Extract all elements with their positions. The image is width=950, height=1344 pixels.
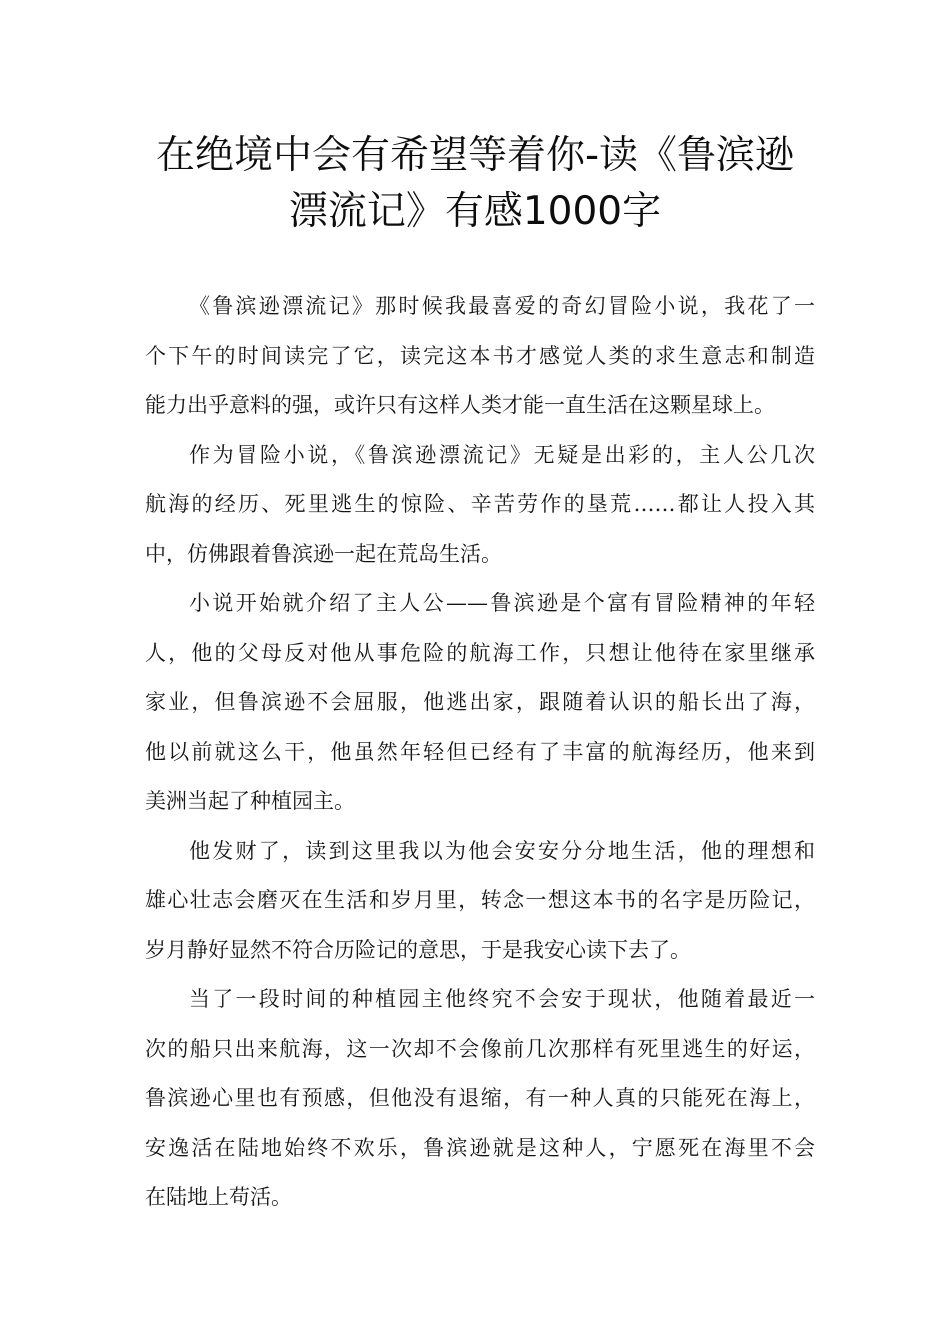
text-line: 家业，但鲁滨逊不会屈服，他逃出家，跟随着认识的船长出了海， — [145, 690, 815, 714]
text-line: 他以前就这么干，他虽然年轻但已经有了丰富的航海经历，他来到 — [145, 739, 815, 764]
paragraph-4 — [145, 827, 815, 976]
text-line: 他发财了，读到这里我以为他会安安分分地生活，他的理想和 — [189, 838, 815, 863]
text-line: 个下午的时间读完了它，读完这本书才感觉人类的求生意志和制造 — [145, 343, 815, 368]
text-line: 中，仿佛跟着鲁滨逊一起在荒岛生活。 — [145, 541, 502, 566]
text-line: 岁月静好显然不符合历险记的意思，于是我安心读下去了。 — [145, 937, 691, 962]
title-line: 在绝境中会有希望等着你-读《鲁滨逊 — [155, 133, 795, 178]
text-line: 人，他的父母反对他从事危险的航海工作，只想让他待在家里继承 — [145, 640, 815, 665]
text-line: 鲁滨逊心里也有预感，但他没有退缩，有一种人真的只能死在海上， — [145, 1086, 815, 1110]
document-title — [130, 128, 820, 240]
paragraph-2 — [145, 431, 815, 580]
text-line: 次的船只出来航海，这一次却不会像前几次那样有死里逃生的好运， — [145, 1036, 815, 1061]
text-line: 雄心壮志会磨灭在生活和岁月里，转念一想这本书的名字是历险记， — [145, 888, 815, 912]
text-line: 安逸活在陆地始终不欢乐，鲁滨逊就是这种人，宁愿死在海里不会 — [145, 1135, 815, 1160]
paragraph-1 — [145, 282, 815, 431]
text-line: 在陆地上苟活。 — [145, 1185, 292, 1209]
paragraph-3 — [145, 579, 815, 827]
text-line: 美洲当起了种植园主。 — [145, 789, 355, 813]
text-line: 小说开始就介绍了主人公——鲁滨逊是个富有冒险精神的年轻 — [189, 591, 815, 615]
text-line: 《鲁滨逊漂流记》那时候我最喜爱的奇幻冒险小说，我花了一 — [189, 294, 815, 318]
document-body — [145, 282, 815, 1223]
text-line: 当了一段时间的种植园主他终究不会安于现状，他随着最近一 — [189, 987, 815, 1011]
text-line: 能力出乎意料的强，或许只有这样人类才能一直生活在这颗星球上。 — [145, 393, 775, 417]
paragraph-5 — [145, 975, 815, 1223]
text-line: 作为冒险小说，《鲁滨逊漂流记》无疑是出彩的，主人公几次 — [189, 442, 815, 467]
text-line: 航海的经历、死里逃生的惊险、辛苦劳作的垦荒……都让人投入其 — [145, 492, 815, 516]
title-line: 漂流记》有感1000字 — [288, 189, 662, 234]
